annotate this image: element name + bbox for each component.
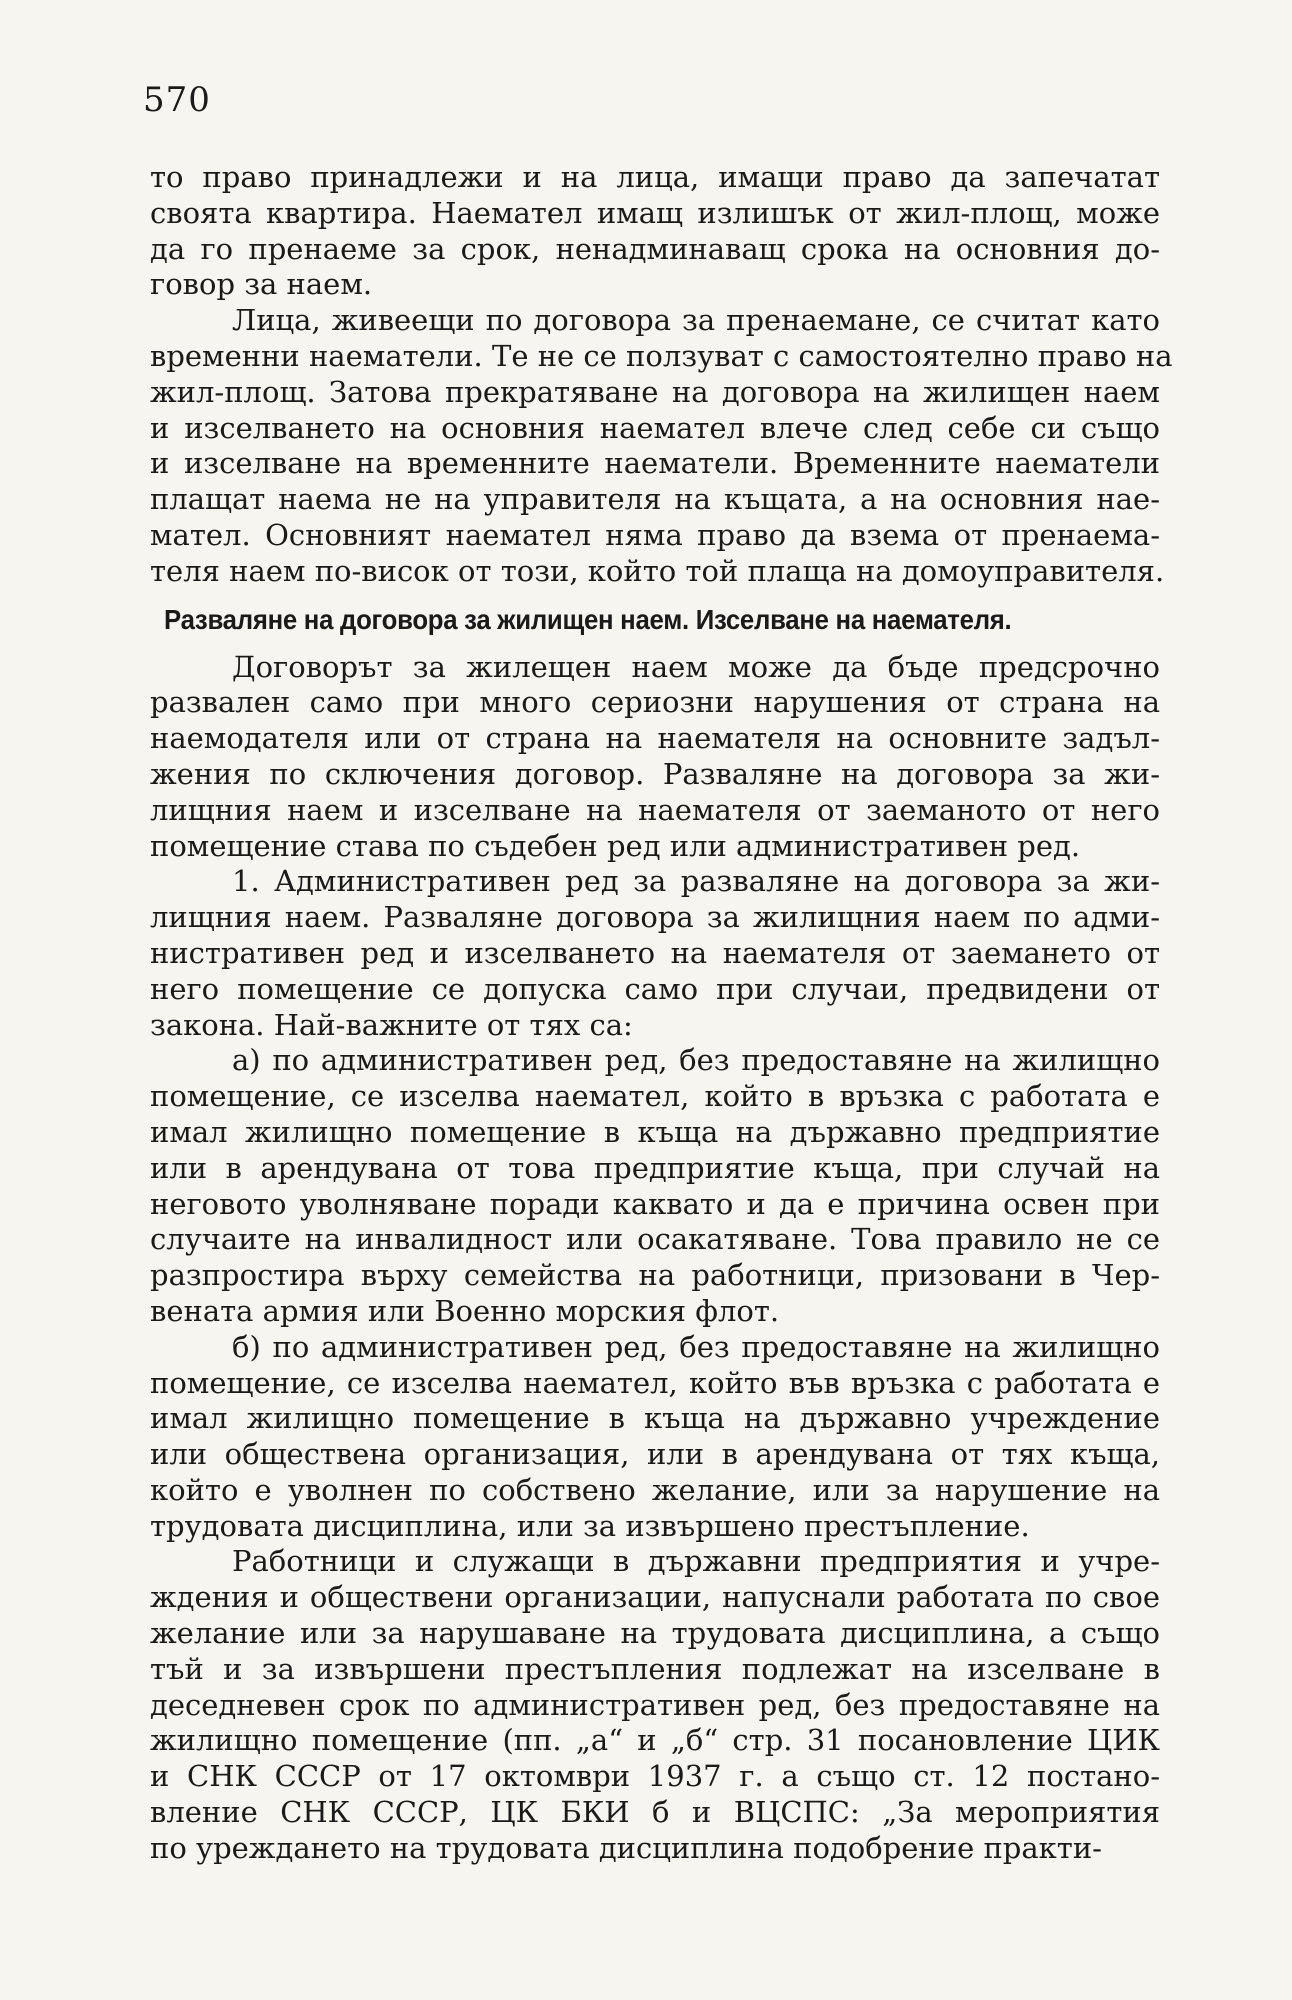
text-line: помещение става по съдебен ред или административен ред. [150, 828, 1081, 863]
paragraph [150, 1043, 1160, 1329]
text-line: който е уволнен по собствено желание, или за нарушение на [150, 1472, 1160, 1507]
paragraph [150, 160, 1160, 303]
text-line: тъй и за извършени престъпления подлежат на изселване в [150, 1651, 1160, 1686]
text-line: или обществена организация, или в арендувана от тях къща, [150, 1437, 1160, 1472]
text-line: помещение, се изселва наемател, който във връзка с работата е [150, 1365, 1160, 1400]
text-line: и изселване на временните наематели. Временните наематели [150, 446, 1160, 481]
text-line: деседневен срок по административен ред, без предоставяне на [150, 1687, 1160, 1722]
text-line: трудовата дисциплина, или за извършено престъпление. [150, 1508, 1030, 1543]
text-line: вление СНК СССР, ЦК БКИ б и ВЦСПС: „За мероприятия [150, 1795, 1160, 1830]
page-number: 570 [143, 80, 211, 120]
text-after-heading [150, 650, 1160, 1867]
paragraph [150, 1544, 1160, 1866]
text-line: имал жилищно помещение в къща на държавно учреждение [150, 1401, 1160, 1436]
text-line: 1. Административен ред за разваляне на договора за жи- [232, 864, 1160, 899]
text-line: Работници и служащи в държавни предприятия и учре- [232, 1544, 1160, 1579]
paragraph [150, 1330, 1160, 1545]
text-line: а) по административен ред, без предоставяне на жилищно [232, 1043, 1160, 1078]
text-line: мател. Основният наемател няма право да взема от пренаема- [150, 517, 1160, 552]
text-line: плащат наема не на управителя на къщата, а на основния нае- [150, 482, 1160, 517]
text-line: развален само при много сериозни нарушения от страна на [150, 685, 1160, 720]
text-line: Лица, живеещи по договора за пренаемане, се считат като [232, 303, 1160, 338]
text-line: своята квартира. Наемател имащ излишък от жил-площ, може [150, 195, 1160, 230]
text-line: лищния наем. Разваляне договора за жилищния наем по адми- [150, 900, 1160, 935]
body-text [150, 160, 1173, 1867]
paragraph [150, 650, 1160, 865]
text-line: имал жилищно помещение в къща на държавно предприятие [150, 1114, 1160, 1149]
text-line: него помещение се допуска само при случаи, предвидени от [150, 971, 1160, 1006]
text-line: неговото уволняване поради каквато и да е причина освен при [150, 1186, 1160, 1221]
text-line: жил-площ. Затова прекратяване на договора на жилищен наем [150, 374, 1160, 409]
text-line: лищния наем и изселване на наемателя от заеманото от него [150, 792, 1160, 827]
paragraph [150, 303, 1173, 589]
text-line: жилищно помещение (пп. „а“ и „б“ стр. 31 посановление ЦИК [150, 1723, 1160, 1758]
text-line: вената армия или Военно морския флот. [150, 1293, 780, 1328]
text-line: закона. Най-важните от тях са: [150, 1007, 633, 1042]
text-line: по уреждането на трудовата дисциплина подобрение практи- [150, 1830, 1102, 1865]
text-before-heading [150, 160, 1173, 590]
text-line: теля наем по-висок от този, който той плаща на домоуправителя. [150, 553, 1165, 588]
text-line: или в арендувана от това предприятие къща, при случай на [150, 1150, 1160, 1185]
text-line: то право принадлежи и на лица, имащи право да запечатат [150, 160, 1160, 194]
text-line: да го пренаеме за срок, ненадминаващ срока на основния до- [150, 231, 1160, 266]
text-line: и изселването на основния наемател влече след себе си също [150, 410, 1160, 445]
text-line: ждения и обществени организации, напуснали работата по свое [150, 1580, 1160, 1615]
text-line: желание или за нарушаване на трудовата дисциплина, а също [150, 1616, 1160, 1651]
text-line: нистративен ред и изселването на наемателя от заемането от [150, 935, 1160, 970]
text-line: наемодателя или от страна на наемателя на основните задъл- [150, 721, 1160, 756]
text-line: Договорът за жилещен наем може да бъде предсрочно [232, 649, 1160, 684]
section-heading: Разваляне на договора за жилищен наем. Изселване на наемателя. [164, 603, 1012, 635]
text-line: случаите на инвалидност или осакатяване. Това правило не се [150, 1222, 1160, 1257]
text-line: и СНК СССР от 17 октомври 1937 г. а също ст. 12 постано- [150, 1759, 1160, 1794]
text-line: разпростира върху семейства на работници, призовани в Чер- [150, 1258, 1160, 1293]
text-line: временни наематели. Те не се ползуват с самостоятелно право на [150, 338, 1173, 373]
text-line: б) по административен ред, без предоставяне на жилищно [232, 1329, 1160, 1364]
paragraph [150, 864, 1160, 1043]
text-line: говор за наем. [150, 267, 373, 302]
text-line: жения по сключения договор. Разваляне на договора за жи- [150, 756, 1160, 791]
text-line: помещение, се изселва наемател, който в връзка с работата е [150, 1079, 1160, 1114]
